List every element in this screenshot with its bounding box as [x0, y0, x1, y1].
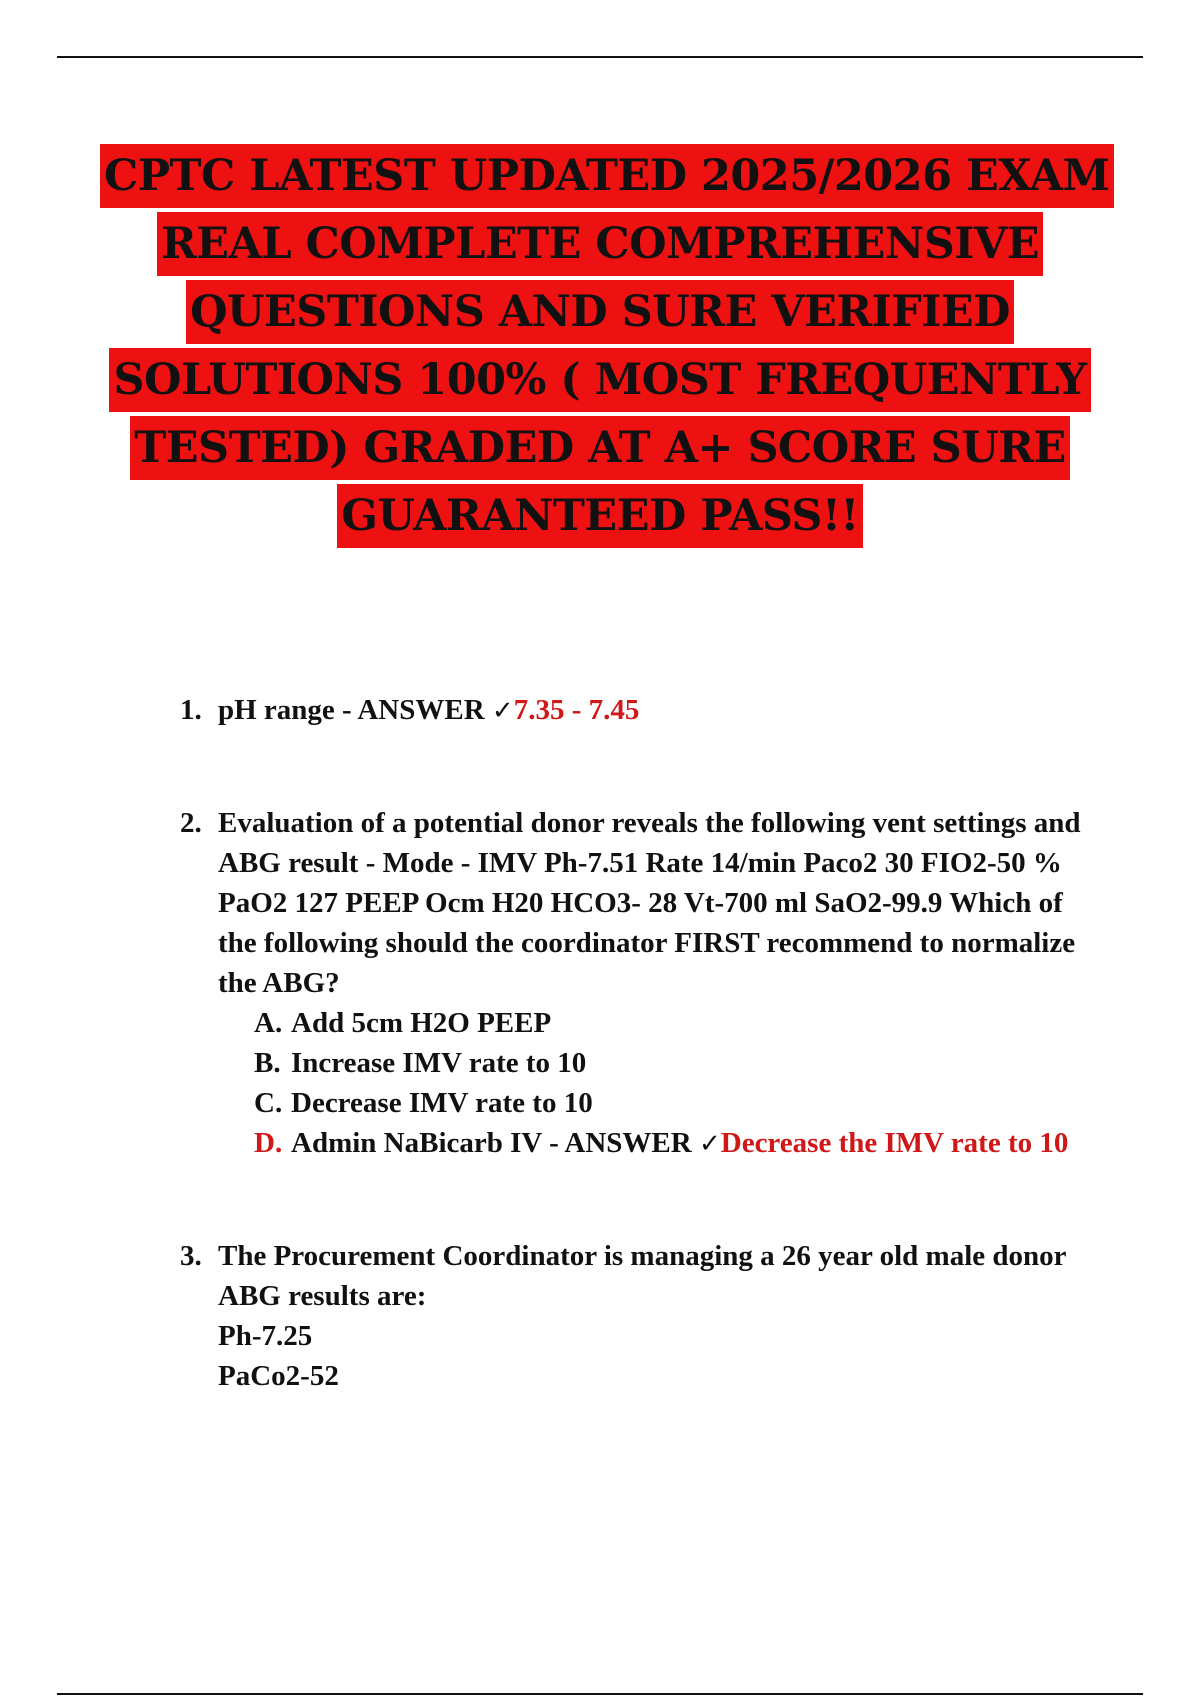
question-body: [218, 803, 1100, 1164]
question-number: 1.: [180, 694, 202, 726]
question-number: 2.: [180, 807, 202, 839]
option-text: Decrease IMV rate to 10: [291, 1087, 593, 1119]
answer-options: [254, 1003, 1100, 1164]
question-text: pH range - ANSWER: [218, 694, 492, 726]
option-letter: B.: [254, 1047, 281, 1079]
option-text: Add 5cm H2O PEEP: [291, 1007, 552, 1039]
answer-text: Decrease the IMV rate to 10: [720, 1127, 1069, 1159]
title-line-2: REAL COMPLETE COMPREHENSIVE: [157, 212, 1043, 276]
top-rule: [57, 56, 1143, 58]
question-text: The Procurement Coordinator is managing a 26 year old male donor ABG results are:: [218, 1240, 1066, 1312]
option-d: [254, 1123, 1100, 1164]
title-line-3: QUESTIONS AND SURE VERIFIED: [186, 280, 1014, 344]
question-body: [218, 690, 1100, 731]
option-letter: D.: [254, 1127, 283, 1159]
option-letter: C.: [254, 1087, 283, 1119]
option-text: Increase IMV rate to 10: [291, 1047, 587, 1079]
bottom-rule: [57, 1693, 1143, 1695]
document-title: [100, 144, 1110, 552]
option-a: [254, 1003, 1100, 1043]
question-text: Evaluation of a potential donor reveals the following vent settings and ABG result - Mode - IMV Ph-7.51 Rate 14/min Paco2 30 FIO2-50 % PaO2 127 PEEP Ocm H20 HCO3- 28 Vt-700 ml SaO2-99.9 Which of the following should the coordinator FIRST recommend to normalize the ABG?: [218, 807, 1081, 999]
title-line-1: CPTC LATEST UPDATED 2025/2026 EXAM: [100, 144, 1114, 208]
question-3: [180, 1236, 1100, 1396]
option-text: Admin NaBicarb IV - ANSWER: [291, 1127, 699, 1159]
title-line-4: SOLUTIONS 100% ( MOST FREQUENTLY: [109, 348, 1090, 412]
checkmark-icon: ✓: [491, 696, 514, 726]
option-letter: A.: [254, 1007, 283, 1039]
result-line-paco2: PaCo2-52: [218, 1360, 339, 1392]
option-c: [254, 1083, 1100, 1123]
result-line-ph: Ph-7.25: [218, 1320, 313, 1352]
checkmark-icon: ✓: [698, 1129, 721, 1159]
question-number: 3.: [180, 1240, 202, 1272]
question-body: [218, 1236, 1100, 1396]
option-b: [254, 1043, 1100, 1083]
title-line-5: TESTED) GRADED AT A+ SCORE SURE: [130, 416, 1069, 480]
question-1: [180, 690, 1100, 731]
answer-text: 7.35 - 7.45: [513, 694, 640, 726]
question-list: [180, 690, 1100, 1468]
question-2: [180, 803, 1100, 1164]
option-text-with-answer: [291, 1123, 1100, 1164]
title-line-6: GUARANTEED PASS!!: [337, 484, 862, 548]
